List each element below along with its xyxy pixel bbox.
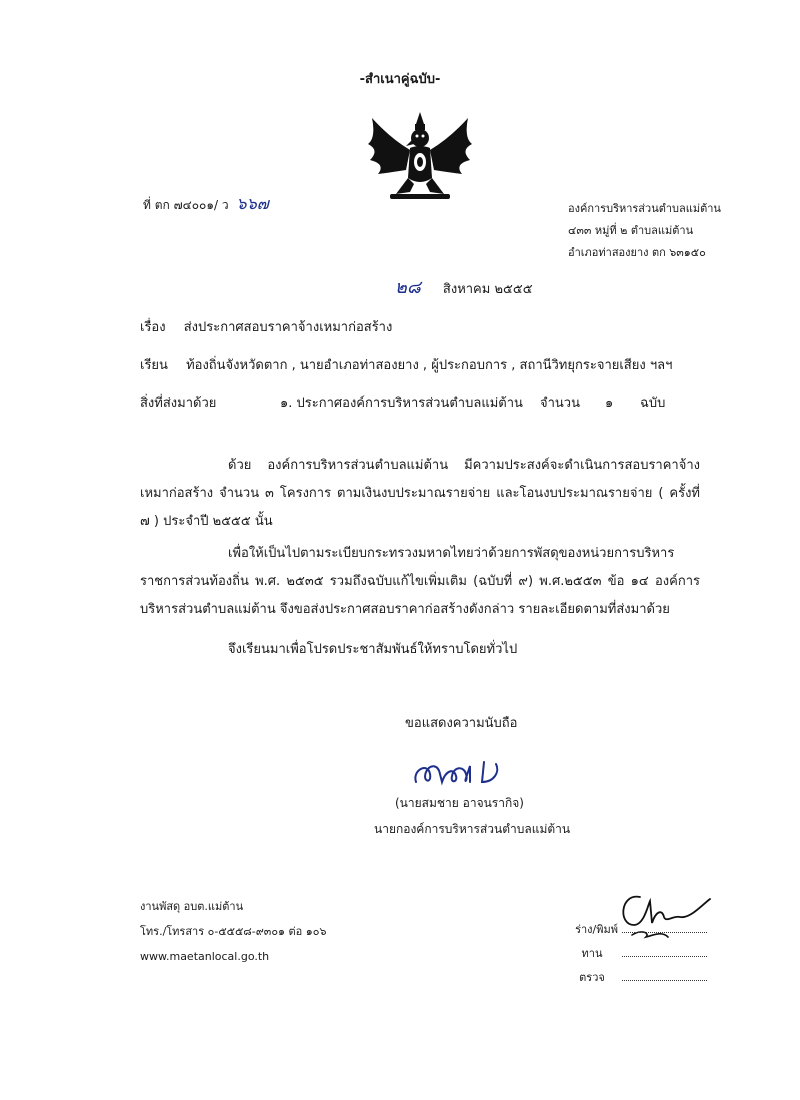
- body-paragraph-2-text: เพื่อให้เป็นไปตามระเบียบกระทรวงมหาดไทยว่าด้วยการพัสดุของหน่วยการบริหารราชการส่วนท้องถิ่น พ.ศ. ๒๕๓๕ รวมถึงฉบับแก้ไขเพิ่มเติม (ฉบับที่ ๙) พ.ศ.๒๕๕๓ ข้อ ๑๔ องค์การบริหารส่วนตำบลแม่ต้าน จึงขอส่งประกาศสอบราคาก่อสร้างดังกล่าว รายละเอียดตามที่ส่งมาด้วย: [140, 546, 700, 617]
- approval-row-drafted: [566, 918, 707, 942]
- dotted-line: [622, 946, 707, 957]
- date: [395, 272, 533, 301]
- dotted-line: [622, 970, 707, 981]
- body-paragraph-3: จึงเรียนมาเพื่อโปรดประชาสัมพันธ์ให้ทราบโดยทั่วไป: [228, 642, 518, 657]
- copy-mark: -สำเนาคู่ฉบับ-: [359, 72, 441, 87]
- recipient-label: เรียน: [140, 358, 168, 373]
- signatory-position: นายกองค์การบริหารส่วนตำบลแม่ต้าน: [374, 822, 571, 836]
- footer-phone: โทร./โทรสาร ๐-๕๕๕๘-๙๓๐๑ ต่อ ๑๐๖: [140, 925, 327, 938]
- enclosure-label: สิ่งที่ส่งมาด้วย: [140, 396, 217, 411]
- body-paragraph-1: [140, 452, 700, 536]
- doc-number-handwritten: ๖๖๗: [236, 194, 269, 213]
- address-line-1: องค์การบริหารส่วนตำบลแม่ต้าน: [568, 202, 721, 215]
- signature-mark-icon: [408, 752, 528, 792]
- approval-block: [566, 918, 707, 990]
- dotted-line: [622, 922, 707, 933]
- signatory-name: (นายสมชาย อาจนรากิจ): [395, 796, 524, 810]
- address-line-2: ๔๓๓ หมู่ที่ ๒ ตำบลแม่ต้าน: [568, 224, 694, 237]
- subject: [140, 316, 392, 337]
- approval-row-checked: [566, 966, 707, 990]
- footer-website: www.maetanlocal.go.th: [140, 950, 270, 963]
- body-paragraph-1-text: ด้วย องค์การบริหารส่วนตำบลแม่ต้าน มีความประสงค์จะดำเนินการสอบราคาจ้างเหมาก่อสร้าง จำนวน ๓ โครงการ ตามเงินงบประมาณรายจ่าย และโอนงบประมาณรายจ่าย ( ครั้งที่ ๗ ) ประจำปี ๒๕๕๕ นั้น: [140, 458, 700, 529]
- footer-dept: งานพัสดุ อบต.แม่ต้าน: [140, 900, 244, 913]
- doc-number-prefix: ที่ ตก ๗๔๐๐๑/ ว: [143, 198, 229, 212]
- approval-drafted-label: ร่าง/พิมพ์: [575, 923, 618, 936]
- enclosure-unit: ฉบับ: [640, 396, 666, 411]
- doc-number: [143, 192, 269, 217]
- closing: ขอแสดงความนับถือ: [405, 716, 518, 731]
- approval-checked-label: ตรวจ: [579, 971, 605, 984]
- approval-row-typed: [566, 942, 707, 966]
- recipient-text: ท้องถิ่นจังหวัดตาก , นายอำเภอท่าสองยาง , ผู้ประกอบการ , สถานีวิทยุกระจายเสียง ฯลฯ: [186, 358, 673, 373]
- sender-address: [568, 198, 721, 264]
- subject-text: ส่งประกาศสอบราคาจ้างเหมาก่อสร้าง: [183, 320, 393, 335]
- recipient: [140, 354, 672, 375]
- enclosure-item: ๑. ประกาศองค์การบริหารส่วนตำบลแม่ต้าน: [280, 396, 523, 411]
- enclosure-qty-label: จำนวน: [540, 396, 580, 411]
- date-day-handwritten: ๒๘: [395, 277, 421, 298]
- body-paragraph-2: [140, 540, 700, 624]
- subject-label: เรื่อง: [140, 320, 166, 335]
- date-month-year: สิงหาคม ๒๕๕๕: [442, 282, 533, 297]
- garuda-emblem-icon: [360, 108, 480, 204]
- approval-typed-label: ทาน: [581, 947, 603, 960]
- enclosure-qty: ๑: [605, 396, 614, 411]
- address-line-3: อำเภอท่าสองยาง ตก ๖๓๑๕๐: [568, 246, 706, 259]
- footer-contact: [140, 894, 326, 969]
